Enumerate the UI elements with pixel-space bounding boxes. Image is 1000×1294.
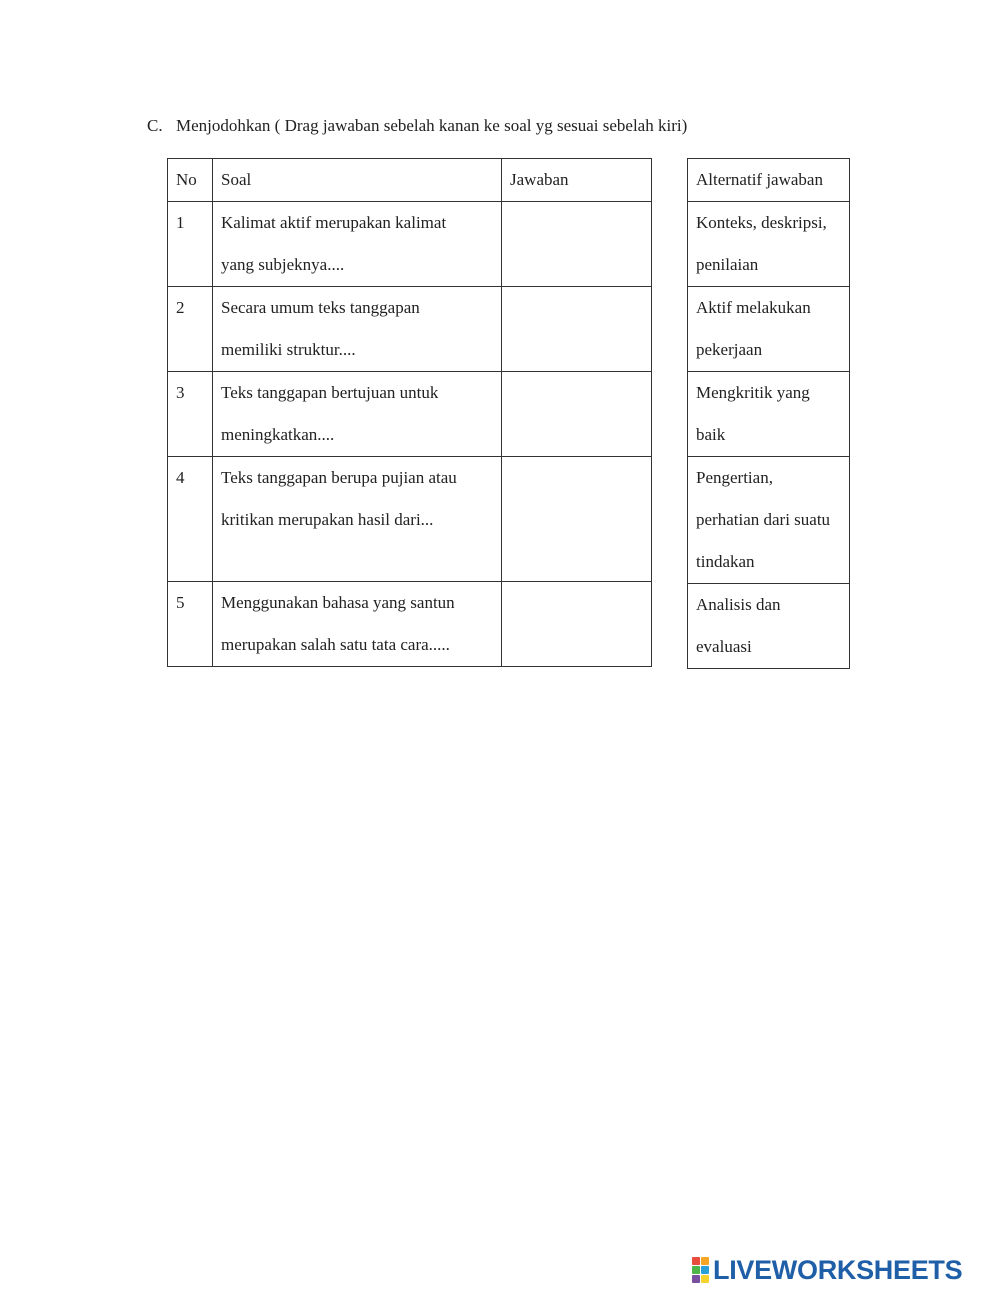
table-row — [168, 287, 652, 372]
section-instruction: Menjodohkan ( Drag jawaban sebelah kanan ke soal yg sesuai sebelah kiri) — [176, 116, 688, 135]
section-letter: C. — [147, 116, 163, 135]
alternative-line: penilaian — [696, 255, 759, 274]
alternatives-header-row — [688, 159, 850, 202]
answer-drop-slot-3[interactable] — [502, 372, 652, 457]
question-number: 1 — [168, 202, 213, 287]
answer-drop-slot-2[interactable] — [502, 287, 652, 372]
question-number: 2 — [168, 287, 213, 372]
logo-square — [692, 1266, 700, 1274]
question-line: Teks tanggapan bertujuan untuk — [221, 383, 439, 402]
question-number: 3 — [168, 372, 213, 457]
table-row — [168, 372, 652, 457]
alternative-line: Mengkritik yang — [696, 383, 810, 402]
table-row — [688, 584, 850, 669]
alternative-line: Pengertian, — [696, 468, 773, 487]
alternative-line: pekerjaan — [696, 340, 763, 359]
answer-drop-slot-1[interactable] — [502, 202, 652, 287]
alternative-answer-4[interactable] — [688, 457, 850, 584]
question-line: merupakan salah satu tata cara..... — [221, 635, 450, 654]
question-text — [213, 202, 502, 287]
question-line: yang subjeknya.... — [221, 255, 345, 274]
header-soal: Soal — [213, 159, 502, 202]
table-row — [168, 457, 652, 582]
liveworksheets-logo — [692, 1256, 962, 1284]
question-text — [213, 457, 502, 582]
alternative-line: evaluasi — [696, 637, 752, 656]
alternative-answer-1[interactable] — [688, 202, 850, 287]
question-text — [213, 372, 502, 457]
logo-square — [701, 1275, 709, 1283]
question-text — [213, 287, 502, 372]
answer-drop-slot-4[interactable] — [502, 457, 652, 582]
logo-square — [701, 1266, 709, 1274]
question-table-header — [168, 159, 652, 202]
alternative-line: Konteks, deskripsi, — [696, 213, 827, 232]
question-line: Secara umum teks tanggapan — [221, 298, 420, 317]
alternative-answer-5[interactable] — [688, 584, 850, 669]
header-no: No — [168, 159, 213, 202]
table-row — [168, 582, 652, 667]
header-jawaban: Jawaban — [502, 159, 652, 202]
table-row — [168, 202, 652, 287]
section-heading — [147, 116, 687, 136]
question-number: 4 — [168, 457, 213, 582]
logo-square — [701, 1257, 709, 1265]
alternative-line: perhatian dari suatu — [696, 510, 831, 529]
alternative-answer-3[interactable] — [688, 372, 850, 457]
question-table — [167, 158, 652, 667]
question-line: meningkatkan.... — [221, 425, 335, 444]
question-number: 5 — [168, 582, 213, 667]
question-line: Teks tanggapan berupa pujian atau — [221, 468, 457, 487]
answer-drop-slot-5[interactable] — [502, 582, 652, 667]
logo-text: LIVEWORKSHEETS — [713, 1254, 963, 1285]
alternative-line: Analisis dan — [696, 595, 781, 614]
alternative-line: Aktif melakukan — [696, 298, 811, 317]
alternative-answer-2[interactable] — [688, 287, 850, 372]
table-row — [688, 287, 850, 372]
alternatives-table — [687, 158, 850, 669]
question-line: memiliki struktur.... — [221, 340, 356, 359]
logo-mark-icon — [692, 1257, 709, 1283]
alternatives-header: Alternatif jawaban — [688, 159, 850, 202]
question-text — [213, 582, 502, 667]
alternative-line: baik — [696, 425, 726, 444]
question-line: Kalimat aktif merupakan kalimat — [221, 213, 447, 232]
table-row — [688, 372, 850, 457]
logo-square — [692, 1275, 700, 1283]
question-line: kritikan merupakan hasil dari... — [221, 510, 434, 529]
alternative-line: tindakan — [696, 552, 755, 571]
table-row — [688, 457, 850, 584]
table-row — [688, 202, 850, 287]
logo-square — [692, 1257, 700, 1265]
question-line: Menggunakan bahasa yang santun — [221, 593, 455, 612]
